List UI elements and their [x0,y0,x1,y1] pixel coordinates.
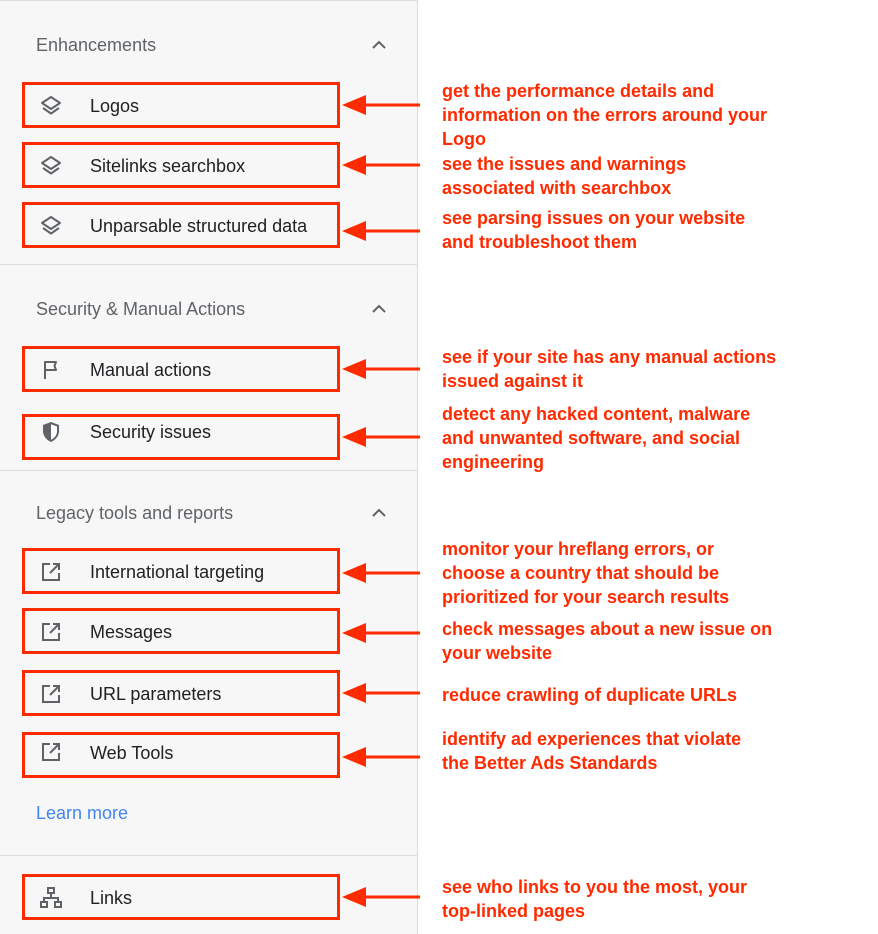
nav-label-sitelinks-searchbox: Sitelinks searchbox [90,156,246,176]
layers-icon [39,154,63,178]
annotation-arrow [340,621,422,645]
annotation-arrow [340,153,422,177]
chevron-up-icon[interactable] [369,503,389,523]
divider [0,0,418,1]
nav-label-security-issues: Security issues [90,422,212,442]
note-logos: get the performance details and information on the errors around your Logo [442,81,768,149]
note-unparsable-structured-data: see parsing issues on your website and troubleshoot them [442,208,746,252]
layers-icon [39,94,63,118]
divider [0,470,418,471]
note-security-issues: detect any hacked content, malware and unwanted software, and social engineering [442,404,751,472]
note-manual-actions: see if your site has any manual actions issued against it [442,347,777,391]
sidebar [0,0,418,934]
nav-item-manual-actions[interactable] [22,346,340,392]
open-in-new-icon [39,560,63,584]
nav-item-security-issues[interactable] [22,414,340,460]
nav-label-url-parameters: URL parameters [90,684,222,704]
note-url-parameters: reduce crawling of duplicate URLs [442,685,738,705]
nav-item-logos[interactable] [22,82,340,128]
annotation-arrow [340,885,422,909]
layers-icon [39,214,63,238]
note-international-targeting: monitor your hreflang errors, or choose a country that should be prioritized for your search results [442,539,730,607]
chevron-up-icon[interactable] [369,35,389,55]
nav-label-web-tools: Web Tools [90,743,174,763]
nav-label-unparsable-structured-data: Unparsable structured data [90,216,308,236]
nav-item-international-targeting[interactable] [22,548,340,594]
section-title-legacy[interactable]: Legacy tools and reports [36,503,234,523]
sitemap-icon [39,886,63,910]
annotation-arrow [340,425,422,449]
open-in-new-icon [39,620,63,644]
nav-label-logos: Logos [90,96,140,116]
nav-label-international-targeting: International targeting [90,562,265,582]
note-messages: check messages about a new issue on your website [442,619,773,663]
annotation-arrow [340,357,422,381]
annotation-arrow [340,681,422,705]
nav-item-sitelinks-searchbox[interactable] [22,142,340,188]
note-web-tools: identify ad experiences that violate the Better Ads Standards [442,729,742,773]
chevron-up-icon[interactable] [369,299,389,319]
open-in-new-icon [39,682,63,706]
nav-item-url-parameters[interactable] [22,670,340,716]
note-sitelinks-searchbox: see the issues and warnings associated with searchbox [442,154,687,198]
annotation-arrow [340,561,422,585]
learn-more-link[interactable]: Learn more [36,803,129,823]
annotation-arrow [340,219,422,243]
flag-icon [39,358,63,382]
nav-label-manual-actions: Manual actions [90,360,212,380]
nav-item-web-tools[interactable] [22,732,340,778]
open-in-new-icon [39,740,63,764]
nav-item-messages[interactable] [22,608,340,654]
shield-icon [39,420,63,444]
section-title-enhancements[interactable]: Enhancements [36,35,157,55]
nav-item-unparsable-structured-data[interactable] [22,202,340,248]
nav-item-links[interactable] [22,874,340,920]
nav-label-messages: Messages [90,622,173,642]
annotation-arrow [340,745,422,769]
annotation-arrow [340,93,422,117]
nav-label-links: Links [90,888,133,908]
divider [0,264,418,265]
note-links: see who links to you the most, your top-linked pages [442,877,748,921]
divider [0,855,418,856]
section-title-security[interactable]: Security & Manual Actions [36,299,246,319]
